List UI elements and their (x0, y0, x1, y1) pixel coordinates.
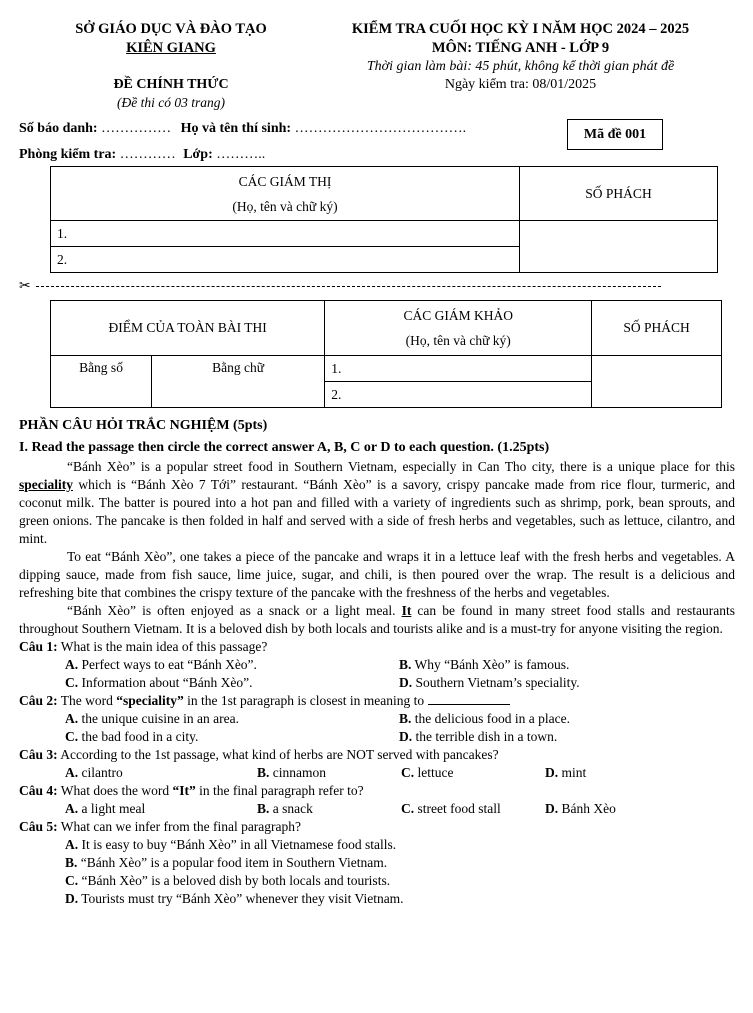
option-letter: A. (65, 837, 79, 852)
question-2-option-b[interactable] (399, 710, 733, 728)
option-letter: A. (65, 711, 79, 726)
option-text: the unique cuisine in an area. (78, 711, 239, 726)
option-letter: A. (65, 765, 79, 780)
subject-line: MÔN: TIẾNG ANH - LỚP 9 (431, 40, 610, 56)
question-2-label: Câu 2: (19, 693, 58, 708)
department-name: SỞ GIÁO DỤC VÀ ĐÀO TẠO (75, 21, 267, 37)
option-text: Tourists must try “Bánh Xèo” whenever they visit Vietnam. (78, 891, 404, 906)
official-label: ĐỀ CHÍNH THỨC (113, 77, 229, 92)
option-text: Why “Bánh Xèo” is famous. (411, 657, 570, 672)
question-1-option-d[interactable] (399, 674, 733, 692)
score-so-phach: SỐ PHÁCH (592, 301, 722, 356)
question-2-options-row-1 (19, 710, 735, 728)
student-name-dots: ………………………………. (291, 121, 467, 136)
question-1-option-c[interactable] (65, 674, 399, 692)
option-letter: A. (65, 657, 79, 672)
answer-blank (428, 692, 510, 705)
score-table (50, 300, 722, 408)
option-letter: B. (399, 657, 412, 672)
option-text: Perfect ways to eat “Bánh Xèo”. (78, 657, 257, 672)
pages-note: (Đề thi có 03 trang) (117, 95, 225, 110)
question-4-text-b: in the final paragraph refer to? (195, 783, 364, 798)
option-letter: C. (65, 675, 79, 690)
option-letter: C. (65, 729, 79, 744)
question-2-options-row-2 (19, 728, 735, 746)
option-text: Bánh Xèo (558, 801, 616, 816)
option-letter: D. (65, 891, 79, 906)
student-id-label: Số báo danh: (19, 121, 98, 136)
score-by-words: Bằng chữ (152, 356, 325, 408)
room-dots: ………… (116, 147, 176, 162)
proctor-row-2: 2. (51, 247, 520, 273)
question-1-options-row-1 (19, 656, 735, 674)
option-letter: B. (257, 765, 270, 780)
question-4-option-a[interactable] (65, 800, 257, 818)
score-by-number: Bằng số (51, 356, 152, 408)
question-1-option-a[interactable] (65, 656, 399, 674)
proctor-so-phach-blank (520, 221, 718, 273)
option-text: lettuce (414, 765, 454, 780)
option-text: cilantro (78, 765, 123, 780)
room-label: Phòng kiểm tra: (19, 147, 117, 162)
question-3-option-b[interactable] (257, 764, 401, 782)
option-letter: B. (399, 711, 412, 726)
proctor-table (50, 166, 718, 273)
question-3-options (19, 764, 735, 782)
question-2-text-a: The word (57, 693, 117, 708)
question-4-label: Câu 4: (19, 783, 58, 798)
question-1-text: What is the main idea of this passage? (57, 639, 268, 654)
highlighted-word-it: It (401, 603, 412, 618)
option-letter: C. (401, 765, 415, 780)
option-text: “Bánh Xèo” is a popular food item in Southern Vietnam. (77, 855, 388, 870)
proctor-title: CÁC GIÁM THỊ (238, 173, 332, 189)
score-title: ĐIỂM CỦA TOÀN BÀI THI (51, 301, 325, 356)
exam-content (19, 416, 735, 908)
highlighted-word-speciality: speciality (19, 477, 73, 492)
question-2-option-a[interactable] (65, 710, 399, 728)
passage-paragraph-1 (19, 458, 735, 548)
option-text: mint (558, 765, 587, 780)
question-4-option-c[interactable] (401, 800, 545, 818)
question-1-options-row-2 (19, 674, 735, 692)
proctor-header-cell (51, 167, 520, 221)
question-4-option-d[interactable] (545, 800, 616, 818)
option-text: the delicious food in a place. (411, 711, 570, 726)
dashed-divider (36, 286, 661, 287)
option-letter: C. (65, 873, 79, 888)
option-text: street food stall (414, 801, 501, 816)
question-1 (19, 638, 735, 656)
examiner-subtitle: (Họ, tên và chữ ký) (405, 333, 511, 348)
student-name-label: Họ và tên thí sinh: (180, 121, 292, 136)
passage-p1-text-a: “Bánh Xèo” is a popular street food in Southern Vietnam, especially in Can Tho city, there is a unique place for this (67, 459, 735, 474)
question-5-label: Câu 5: (19, 819, 58, 834)
question-3-text: According to the 1st passage, what kind of herbs are NOT served with pancakes? (57, 747, 499, 762)
exam-code-box: Mã đề 001 (567, 119, 663, 150)
student-id-line (19, 120, 466, 138)
question-4-keyword: “It” (172, 783, 196, 798)
score-so-phach-blank (592, 356, 722, 408)
question-1-label: Câu 1: (19, 639, 58, 654)
option-letter: B. (257, 801, 270, 816)
question-5-option-c[interactable] (19, 872, 735, 890)
part-title: PHẦN CÂU HỎI TRẮC NGHIỆM (5pts) (19, 418, 268, 433)
passage-p3-text-a: “Bánh Xèo” is often enjoyed as a snack or a light meal. (67, 603, 402, 618)
option-text: a snack (269, 801, 313, 816)
option-letter: D. (545, 801, 559, 816)
option-text: Information about “Bánh Xèo”. (78, 675, 253, 690)
question-4-option-b[interactable] (257, 800, 401, 818)
examiner-row-1: 1. (325, 356, 592, 382)
option-letter: B. (65, 855, 78, 870)
question-5-text: What can we infer from the final paragraph? (57, 819, 302, 834)
option-text: It is easy to buy “Bánh Xèo” in all Vietnamese food stalls. (78, 837, 397, 852)
student-id-dots: …………… (97, 121, 172, 136)
exam-date: Ngày kiểm tra: 08/01/2025 (444, 77, 597, 92)
proctor-row-1: 1. (51, 221, 520, 247)
option-text: cinnamon (269, 765, 327, 780)
question-3 (19, 746, 735, 764)
proctor-so-phach: SỐ PHÁCH (520, 167, 718, 221)
question-5 (19, 818, 735, 836)
option-letter: A. (65, 801, 79, 816)
passage-p3-text-b: can be found in many street food stalls and restaurants throughout Southern Vietnam. It is a beloved dish by both locals and tourists alike and is a must-try for anyone visiting the region. (19, 603, 735, 636)
question-3-option-a[interactable] (65, 764, 257, 782)
option-letter: D. (545, 765, 559, 780)
examiner-row-2: 2. (325, 382, 592, 408)
option-letter: C. (401, 801, 415, 816)
question-4-options (19, 800, 735, 818)
province-name: KIÊN GIANG (126, 40, 216, 56)
header-left (30, 20, 312, 111)
option-letter: D. (399, 675, 413, 690)
passage-p1-text-b: which is “Bánh Xèo 7 Tới” restaurant. “Bánh Xèo” is a savory, crispy pancake made from rice flour, turmeric, and coconut milk. The batter is poured into a hot pan and filled with a variety of ingredients such as shrimp, pork, bean sprouts, and green onions. The pancake is then folded in half and served with a side of fresh herbs and vegetables, such as lettuce, cilantro, and mint. (19, 477, 735, 546)
question-2-option-d[interactable] (399, 728, 733, 746)
question-3-option-d[interactable] (545, 764, 586, 782)
section-title: I. Read the passage then circle the correct answer A, B, C or D to each question. (1.25pts) (19, 440, 550, 455)
question-5-option-a[interactable] (19, 836, 735, 854)
exam-title: KIỂM TRA CUỐI HỌC KỲ I NĂM HỌC 2024 – 2025 (351, 21, 690, 37)
option-text: the bad food in a city. (78, 729, 199, 744)
question-4 (19, 782, 735, 800)
question-4-text-a: What does the word (57, 783, 173, 798)
proctor-subtitle: (Họ, tên và chữ ký) (232, 198, 338, 214)
question-5-option-b[interactable] (19, 854, 735, 872)
option-letter: D. (399, 729, 413, 744)
question-3-label: Câu 3: (19, 747, 58, 762)
cut-line (19, 279, 661, 293)
question-2-option-c[interactable] (65, 728, 399, 746)
question-2 (19, 692, 735, 710)
examiner-title: CÁC GIÁM KHẢO (403, 308, 513, 323)
room-class-line (19, 146, 265, 164)
option-text: a light meal (78, 801, 146, 816)
option-text: Southern Vietnam’s speciality. (412, 675, 580, 690)
question-2-text-b: in the 1st paragraph is closest in meaning to (183, 693, 425, 708)
question-1-option-b[interactable] (399, 656, 733, 674)
scissors-icon: ✂ (19, 278, 31, 294)
question-3-option-c[interactable] (401, 764, 545, 782)
class-label: Lớp: (183, 147, 213, 162)
question-5-option-d[interactable] (19, 890, 735, 908)
class-dots: ……….. (212, 147, 266, 162)
passage-paragraph-3 (19, 602, 735, 638)
duration-line: Thời gian làm bài: 45 phút, không kể thời gian phát đề (366, 59, 675, 74)
passage-paragraph-2: To eat “Bánh Xèo”, one takes a piece of the pancake and wraps it in a lettuce leaf with the fresh herbs and vegetables. A dipping sauce, made from fish sauce, lime juice, sugar, and chili, is then poured over the wrap. The result is a delicious and refreshing bite that combines the crispy texture of the pancake with the freshness of the herbs and vegetables. (19, 549, 735, 600)
option-text: the terrible dish in a town. (412, 729, 558, 744)
header-right (308, 20, 733, 94)
examiner-header-cell (325, 301, 592, 356)
question-2-keyword: “speciality” (116, 693, 184, 708)
option-text: “Bánh Xèo” is a beloved dish by both locals and tourists. (78, 873, 391, 888)
